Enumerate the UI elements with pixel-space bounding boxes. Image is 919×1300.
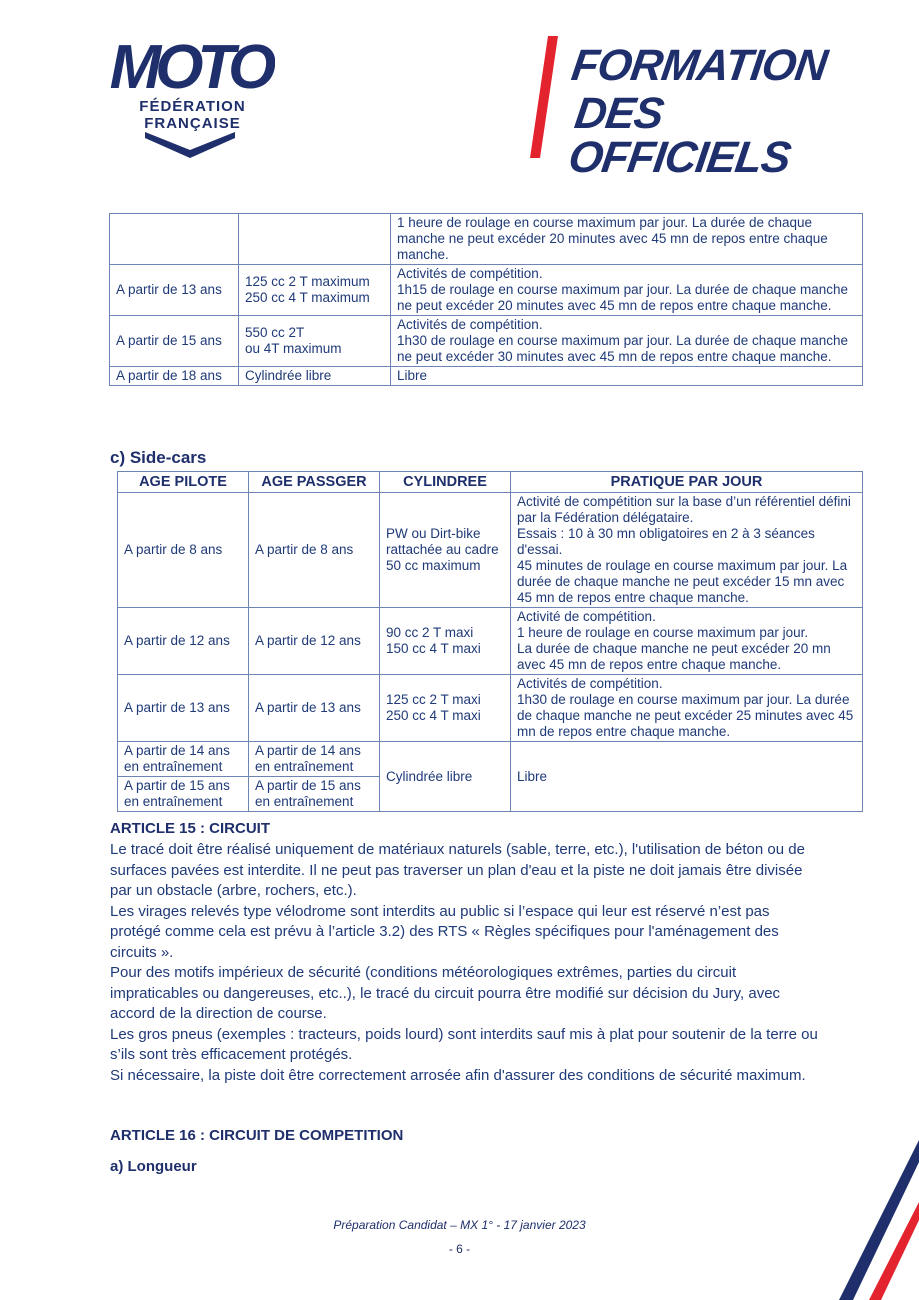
table-row [118,675,863,742]
table-cell-cylindree: 125 cc 2 T maxi 250 cc 4 T maxi [380,675,511,742]
table-cell-age: A partir de 15 ans [110,316,239,367]
table-row [110,265,863,316]
table-cell-pilote: A partir de 13 ans [118,675,249,742]
table-cell-cylindree: 90 cc 2 T maxi 150 cc 4 T maxi [380,608,511,675]
chevron-down-icon [145,132,235,158]
table-cell-pratique: Activités de compétition. 1h30 de roulage en course maximum par jour. La durée de chaque manche ne peut excéder 30 minutes avec 45 mn de repos entre chaque manche. [391,316,863,367]
table-cell-cylindree: Cylindrée libre [380,742,511,812]
column-header: AGE PASSGER [249,472,380,493]
table-row [110,214,863,265]
table-cell-cylindree [239,316,391,367]
table-cell-pratique: Activité de compétition sur la base d’un référentiel défini par la Fédération délégataire. Essais : 10 à 30 mn obligatoires en 2 à 3 séances d'essai. 45 minutes de roulage en course maximum par jour. La durée de chaque manche ne peut excéder 15 mn avec 45 mn de repos entre chaque manche. [511,493,863,608]
article16-title: ARTICLE 16 : CIRCUIT DE COMPETITION [110,1127,404,1144]
solo-table [109,213,863,386]
paragraph: Si nécessaire, la piste doit être correctement arrosée afin d'assurer des conditions de sécurité maximum. [110,1066,806,1084]
paragraph: Le tracé doit être réalisé uniquement de matériaux naturels (sable, terre, etc.), l'utilisation de béton ou de surfaces pavées est interdite. Il ne peut pas traverser un plan d'eau et la piste ne doit jamais être divisée par un obstacle (arbre, rochers, etc.). [110,841,805,899]
cylindree-line: 125 cc 2 T maximum [245,274,370,289]
article16-subtitle: a) Longueur [110,1158,197,1175]
paragraph: Les gros pneus (exemples : tracteurs, poids lourd) sont interdits sauf mis à plat pour soutenir de la terre ou s’ils sont très efficacement protégés. [110,1025,818,1063]
table-cell-cylindree: PW ou Dirt-bike rattachée au cadre 50 cc maximum [380,493,511,608]
pilote-age-a: A partir de 14 ans en entraînement [118,742,248,777]
table-cell-cylindree: Cylindrée libre [239,367,391,386]
table-row [118,742,863,812]
passager-age-a: A partir de 14 ans en entraînement [249,742,379,777]
article15-body [110,840,820,1086]
column-header: CYLINDREE [380,472,511,493]
table-row [118,608,863,675]
logo-line2: FRANÇAISE [144,115,241,132]
table-cell-cylindree [239,265,391,316]
table-cell-pratique: Activités de compétition. 1h30 de roulage en course maximum par jour. La durée de chaque manche ne peut excéder 25 minutes avec 45 mn de repos entre chaque manche. [511,675,863,742]
formation-officiels-logo [528,36,838,182]
table-cell-pilote [118,742,249,812]
table-cell-cylindree [239,214,391,265]
article15-title: ARTICLE 15 : CIRCUIT [110,820,271,837]
logo-line1: FÉDÉRATION [139,98,246,115]
paragraph: Pour des motifs impérieux de sécurité (conditions météorologiques extrêmes, parties du circuit impraticables ou dangereuses, etc..), le tracé du circuit pourra être modifié sur décision du Jury, avec accord de la direction de course. [110,964,781,1022]
table-cell-passager [249,742,380,812]
red-slash-icon [528,36,558,161]
table-cell-passager: A partir de 12 ans [249,608,380,675]
table-cell-pratique: Activités de compétition. 1h15 de roulage en course maximum par jour. La durée de chaque manche ne peut excéder 20 minutes avec 45 mn de repos entre chaque manche. [391,265,863,316]
cylindree-line: 550 cc 2T [245,325,305,340]
paragraph: Les virages relevés type vélodrome sont interdits au public si l’espace qui leur est réservé n’est pas protégé comme cela est prévu à l’article 3.2) des RTS « Règles spécifiques pour l'aménagement des circuits ». [110,902,779,961]
table-cell-passager: A partir de 13 ans [249,675,380,742]
column-header: PRATIQUE PAR JOUR [511,472,863,493]
ffm-logo [105,36,275,161]
table-cell-age: A partir de 18 ans [110,367,239,386]
logo-federation-text [125,98,260,132]
table-cell-pratique: Libre [511,742,863,812]
table-row [110,316,863,367]
pilote-age-b: A partir de 15 ans en entraînement [124,778,230,809]
tricolor-stripes-icon [839,1140,919,1300]
section-title-sidecars: c) Side-cars [110,448,207,467]
cylindree-line: ou 4T maximum [245,341,342,356]
moto-logo-icon [105,36,275,96]
sidecars-table [117,471,863,812]
table-cell-pilote: A partir de 12 ans [118,608,249,675]
page-number: - 6 - [448,1242,471,1256]
formation-title-line2: DES OFFICIELS [565,89,794,182]
table-header-row [118,472,863,493]
footer-text: Préparation Candidat – MX 1° - 17 janvier 2023 [333,1218,586,1232]
formation-title-line1: FORMATION [568,41,830,90]
table-cell-age: A partir de 13 ans [110,265,239,316]
table-row [110,367,863,386]
column-header: AGE PILOTE [118,472,249,493]
table-cell-pratique: Activité de compétition. 1 heure de roulage en course maximum par jour. La durée de chaque manche ne peut excéder 20 mn avec 45 mn de repos entre chaque manche. [511,608,863,675]
table-cell-age [110,214,239,265]
table-cell-pratique: 1 heure de roulage en course maximum par jour. La durée de chaque manche ne peut excéder 20 minutes avec 45 mn de repos entre chaque manche. [391,214,863,265]
table-cell-pratique: Libre [391,367,863,386]
table-row [118,493,863,608]
logo-moto-text: MOTO [109,36,271,96]
cylindree-line: 250 cc 4 T maximum [245,290,370,305]
passager-age-b: A partir de 15 ans en entraînement [255,778,361,809]
table-cell-pilote: A partir de 8 ans [118,493,249,608]
table-cell-passager: A partir de 8 ans [249,493,380,608]
